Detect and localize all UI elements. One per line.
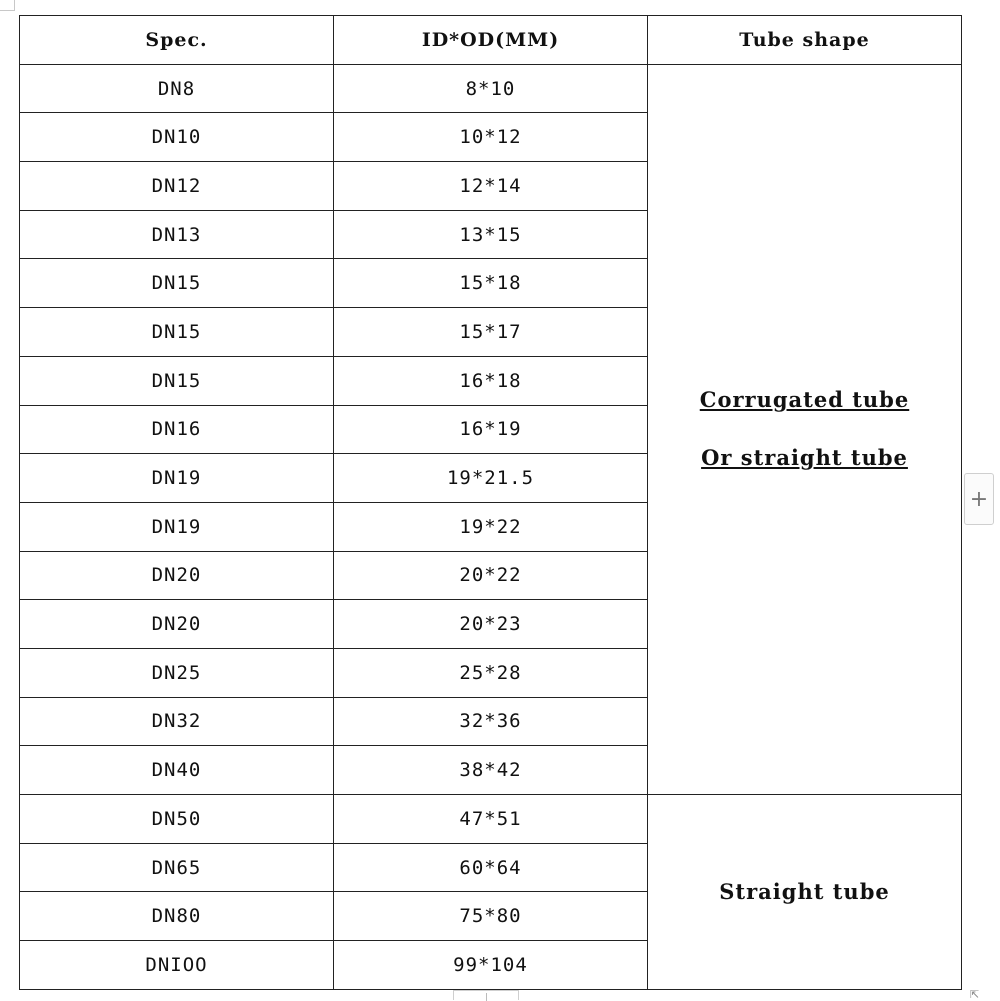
cell-size: 10*12 xyxy=(334,113,648,162)
cell-size: 15*18 xyxy=(334,259,648,308)
column-header-size: ID*OD(MM) xyxy=(334,16,648,65)
tube-shape-text xyxy=(648,863,961,921)
cell-spec: DNIOO xyxy=(20,941,334,990)
tube-shape-text xyxy=(648,371,961,487)
add-column-button[interactable] xyxy=(964,473,994,525)
tube-shape-line: Straight tube xyxy=(719,878,890,904)
cell-size: 20*22 xyxy=(334,551,648,600)
cell-size: 19*22 xyxy=(334,502,648,551)
cell-spec: DN16 xyxy=(20,405,334,454)
cell-size: 38*42 xyxy=(334,746,648,795)
cell-size: 47*51 xyxy=(334,795,648,844)
table-header-row xyxy=(20,16,962,65)
cell-size: 75*80 xyxy=(334,892,648,941)
cell-spec: DN15 xyxy=(20,356,334,405)
cell-spec: DN65 xyxy=(20,843,334,892)
table-row xyxy=(20,795,962,844)
cell-spec: DN50 xyxy=(20,795,334,844)
cell-spec: DN13 xyxy=(20,210,334,259)
cell-spec: DN40 xyxy=(20,746,334,795)
cell-tube-shape xyxy=(648,795,962,990)
cell-spec: DN10 xyxy=(20,113,334,162)
plus-icon: + xyxy=(969,486,989,512)
cell-size: 60*64 xyxy=(334,843,648,892)
cell-size: 20*23 xyxy=(334,600,648,649)
cell-size: 25*28 xyxy=(334,648,648,697)
cell-size: 15*17 xyxy=(334,308,648,357)
cell-spec: DN15 xyxy=(20,308,334,357)
resize-handle-icon[interactable]: ⇱ xyxy=(970,988,980,1001)
tube-shape-line: Or straight tube xyxy=(701,445,908,471)
cell-tube-shape xyxy=(648,64,962,794)
cell-spec: DN25 xyxy=(20,648,334,697)
table-body xyxy=(20,64,962,989)
cell-size: 13*15 xyxy=(334,210,648,259)
cell-spec: DN8 xyxy=(20,64,334,113)
cell-spec: DN19 xyxy=(20,502,334,551)
cell-spec: DN20 xyxy=(20,551,334,600)
cell-spec: DN19 xyxy=(20,454,334,503)
add-row-handle[interactable] xyxy=(453,990,519,1000)
cell-spec: DN32 xyxy=(20,697,334,746)
column-header-spec: Spec. xyxy=(20,16,334,65)
cell-size: 8*10 xyxy=(334,64,648,113)
cell-size: 19*21.5 xyxy=(334,454,648,503)
table-row xyxy=(20,64,962,113)
column-header-tube-shape: Tube shape xyxy=(648,16,962,65)
cell-spec: DN12 xyxy=(20,162,334,211)
cell-size: 16*19 xyxy=(334,405,648,454)
cell-size: 99*104 xyxy=(334,941,648,990)
table-select-handle[interactable] xyxy=(0,0,15,11)
spec-table xyxy=(19,15,962,990)
cell-spec: DN80 xyxy=(20,892,334,941)
cell-size: 16*18 xyxy=(334,356,648,405)
cell-spec: DN20 xyxy=(20,600,334,649)
cell-size: 32*36 xyxy=(334,697,648,746)
cell-spec: DN15 xyxy=(20,259,334,308)
tube-shape-line: Corrugated tube xyxy=(699,387,910,413)
cell-size: 12*14 xyxy=(334,162,648,211)
